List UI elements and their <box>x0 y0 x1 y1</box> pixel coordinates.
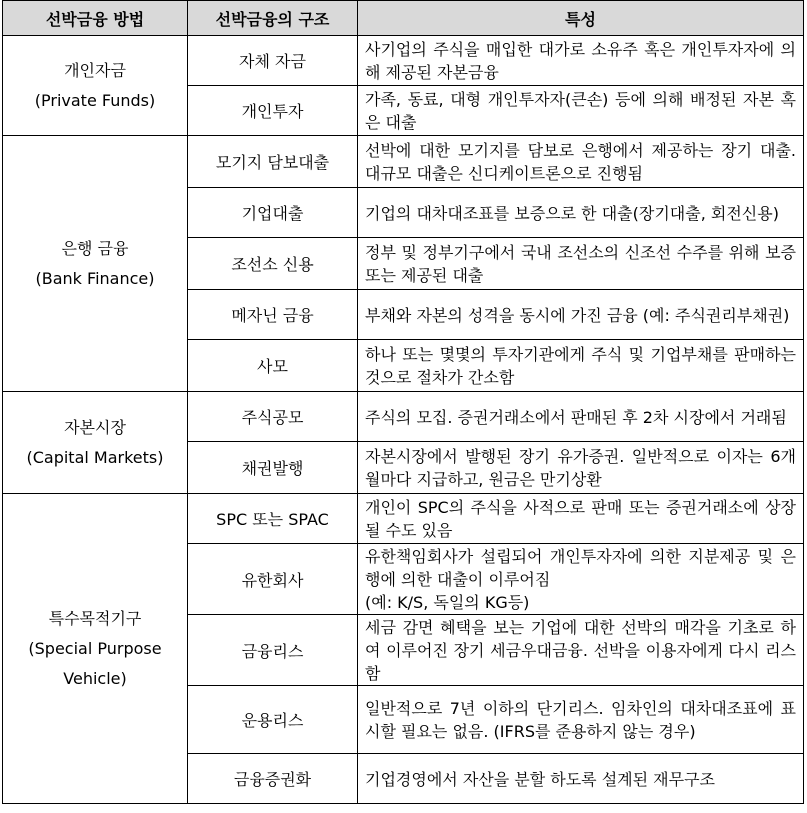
feature-cell: 사기업의 주식을 매입한 대가로 소유주 혹은 개인투자자에 의해 제공된 자본금융 <box>358 36 804 86</box>
header-structure: 선박금융의 구조 <box>188 1 358 36</box>
method-label-en: (Capital Markets) <box>26 447 164 467</box>
feature-text: 유한책임회사가 설립되어 개인투자자에 의한 지분제공 및 은행에 의한 대출이 이루어짐 <box>365 547 796 589</box>
feature-cell: 세금 감면 혜택을 보는 기업에 대한 선박의 매각을 기초로 하여 이루어진 장기 세금우대금융. 선박을 이용자에게 다시 리스함 <box>358 615 804 686</box>
feature-cell: 자본시장에서 발행된 장기 유가증권. 일반적으로 이자는 6개월마다 지급하고, 원금은 만기상환 <box>358 442 804 494</box>
structure-cell: 금융리스 <box>188 615 358 686</box>
structure-cell: 개인투자 <box>188 86 358 136</box>
feature-cell: 정부 및 정부기구에서 국내 조선소의 신조선 수주를 위해 보증 또는 제공된 대출 <box>358 238 804 290</box>
method-label-en-2: Vehicle) <box>63 668 127 688</box>
method-label-en: (Special Purpose <box>28 638 162 658</box>
structure-cell: 주식공모 <box>188 392 358 442</box>
header-row <box>3 1 804 36</box>
method-label: 은행 금융 <box>61 238 129 258</box>
feature-cell: 기업경영에서 자산을 분할 하도록 설계된 재무구조 <box>358 754 804 804</box>
structure-cell: 메자닌 금융 <box>188 290 358 340</box>
feature-cell: 선박에 대한 모기지를 담보로 은행에서 제공하는 장기 대출. 대규모 대출은 신디케이트론으로 진행됨 <box>358 136 804 188</box>
feature-cell: 가족, 동료, 대형 개인투자자(큰손) 등에 의해 배정된 자본 혹은 대출 <box>358 86 804 136</box>
feature-example: (예: K/S, 독일의 KG등) <box>365 593 530 612</box>
feature-cell: 주식의 모집. 증권거래소에서 판매된 후 2차 시장에서 거래됨 <box>358 392 804 442</box>
feature-cell: 개인이 SPC의 주식을 사적으로 판매 또는 증권거래소에 상장될 수도 있음 <box>358 494 804 544</box>
header-feature: 특성 <box>358 1 804 36</box>
structure-cell: 조선소 신용 <box>188 238 358 290</box>
feature-cell: 기업의 대차대조표를 보증으로 한 대출(장기대출, 회전신용) <box>358 188 804 238</box>
structure-cell: 금융증권화 <box>188 754 358 804</box>
method-label: 특수목적기구 <box>48 608 142 628</box>
method-cell-private-funds <box>3 36 188 136</box>
structure-cell: SPC 또는 SPAC <box>188 494 358 544</box>
table-row <box>3 392 804 442</box>
ship-finance-table <box>2 0 804 804</box>
method-label: 자본시장 <box>64 417 126 437</box>
feature-cell: 부채와 자본의 성격을 동시에 가진 금융 (예: 주식권리부채권) <box>358 290 804 340</box>
method-label-en: (Private Funds) <box>34 90 156 110</box>
structure-cell: 자체 자금 <box>188 36 358 86</box>
feature-cell: 일반적으로 7년 이하의 단기리스. 임차인의 대차대조표에 표시할 필요는 없음. (IFRS를 준용하지 않는 경우) <box>358 686 804 754</box>
structure-cell: 유한회사 <box>188 544 358 615</box>
method-label-en: (Bank Finance) <box>35 268 155 288</box>
feature-cell <box>358 544 804 615</box>
feature-cell: 하나 또는 몇몇의 투자기관에게 주식 및 기업부채를 판매하는 것으로 절차가 간소함 <box>358 340 804 392</box>
table-row <box>3 494 804 544</box>
table-row <box>3 36 804 86</box>
structure-cell: 채권발행 <box>188 442 358 494</box>
structure-cell: 운용리스 <box>188 686 358 754</box>
method-cell-spv <box>3 494 188 804</box>
header-method: 선박금융 방법 <box>3 1 188 36</box>
structure-cell: 사모 <box>188 340 358 392</box>
table-row <box>3 136 804 188</box>
method-label: 개인자금 <box>64 60 126 80</box>
method-cell-bank-finance <box>3 136 188 392</box>
method-cell-capital-markets <box>3 392 188 494</box>
structure-cell: 모기지 담보대출 <box>188 136 358 188</box>
structure-cell: 기업대출 <box>188 188 358 238</box>
